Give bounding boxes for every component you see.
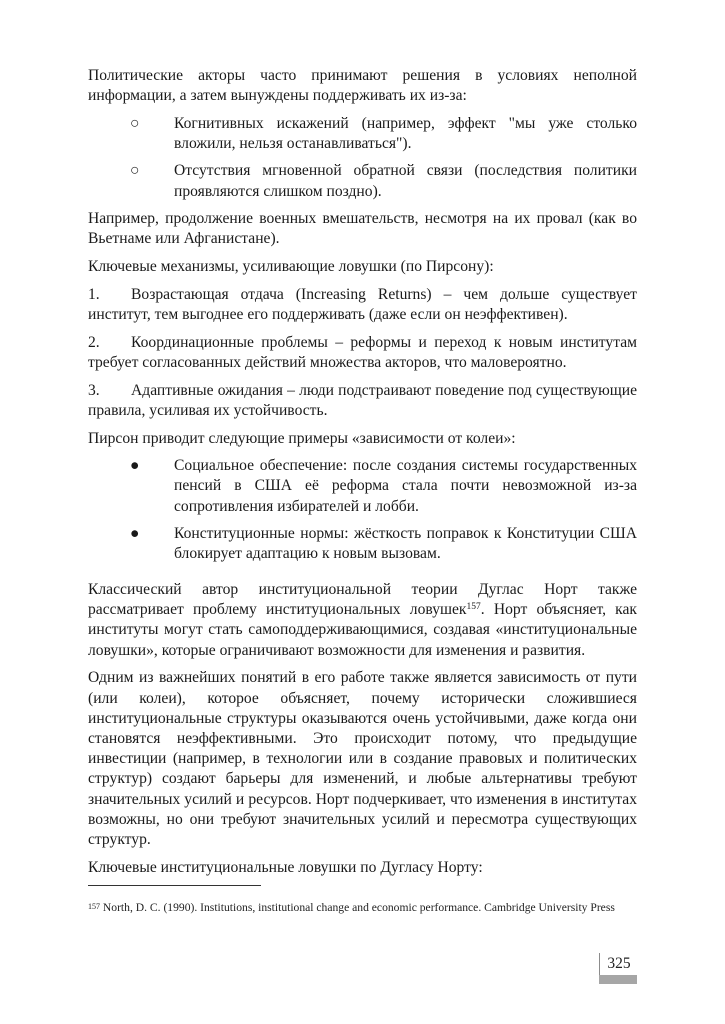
mechanisms-heading: Ключевые механизмы, усиливающие ловушки (по Пирсону):: [88, 258, 494, 276]
item-number: 1.: [88, 285, 100, 303]
page-number-bar: [599, 975, 637, 984]
footnote-marker: 157: [88, 902, 100, 911]
disc-bullet-icon: ●: [130, 524, 140, 542]
north-traps-heading: Ключевые институциональные ловушки по Дугласу Норту:: [88, 858, 483, 876]
list-item: [88, 161, 637, 201]
list-item-text: Социальное обеспечение: после создания системы государственных пенсий в США её реформа стала почти невозможной из-за сопротивления избирателей и лобби.: [174, 457, 637, 515]
list-item: [88, 114, 637, 154]
text-block-pierson: [88, 66, 637, 572]
circle-bullet-icon: ○: [130, 114, 140, 132]
text-span: Классический автор институциональной теории Дуглас Норт также рассматривает проблему институциональных ловушек: [88, 581, 637, 619]
paragraph-example: Например, продолжение военных вмешательств, несмотря на их провал (как во Вьетнаме или Афганистане).: [88, 210, 637, 248]
list-item-text: Конституционные нормы: жёсткость поправок к Конституции США блокирует адаптацию к новым вызовам.: [174, 524, 637, 563]
numbered-item: [88, 285, 637, 325]
list-item: [88, 524, 637, 564]
circle-bullet-icon: ○: [130, 162, 140, 180]
paragraph-intro: Политические акторы часто принимают решения в условиях неполной информации, а затем вынуждены поддерживать их из-за:: [88, 67, 637, 105]
footnote-text: North, D. C. (1990). Institutions, institutional change and economic performance. Cambridge University Press: [100, 901, 615, 914]
numbered-item: [88, 381, 637, 421]
list-item-text: Отсутствия мгновенной обратной связи (последствия политики проявляются слишком поздно).: [174, 162, 637, 200]
item-text: Координационные проблемы – реформы и переход к новым институтам требует согласованных действий множества акторов, что маловероятно.: [88, 333, 637, 371]
paragraph-north-intro: [88, 580, 637, 661]
list-item-text: Когнитивных искажений (например, эффект "мы уже столько вложили, нельзя останавливаться").: [174, 114, 637, 153]
item-number: 3.: [88, 381, 100, 399]
footnote-reference[interactable]: 157: [466, 602, 481, 613]
text-span: . Норт объясняет, как институты могут стать самоподдерживающимися, создавая «институциональные ловушки», которые ограничивают возможности для изменения и развития.: [88, 601, 638, 659]
footnote-separator: [88, 885, 261, 886]
pierson-examples-list: [88, 456, 637, 564]
disc-bullet-icon: ●: [130, 457, 140, 475]
item-text: Возрастающая отдача (Increasing Returns) – чем дольше существует институт, тем выгоднее его поддерживать (даже если он неэффективен).: [88, 285, 637, 324]
bias-list: [88, 114, 637, 202]
footnote: [88, 900, 637, 916]
pierson-examples-heading: Пирсон приводит следующие примеры «зависимости от колеи»:: [88, 429, 516, 447]
page-number: 325: [599, 953, 638, 975]
item-text: Адаптивные ожидания – люди подстраивают поведение под существующие правила, усиливая их устойчивость.: [88, 381, 637, 419]
list-item: [88, 456, 637, 517]
paragraph-path-dependence: Одним из важнейших понятий в его работе также является зависимость от пути (или колеи), которое объясняет, почему исторически сложившиеся институциональные структуры оказываются очень устойчивыми, даже когда они становятся неэффективными. Это происходит потому, что предыдущие инвестиции (например, в технологии или в создание правовых и политических структур) создают барьеры для изменений, и любые альтернативы требуют значительных усилий и ресурсов. Норт подчеркивает, что изменения в институтах возможны, но они требуют значительных усилий и пересмотра существующих структур.: [88, 669, 637, 848]
text-block-north: [88, 580, 637, 885]
item-number: 2.: [88, 333, 100, 351]
numbered-item: [88, 333, 637, 373]
